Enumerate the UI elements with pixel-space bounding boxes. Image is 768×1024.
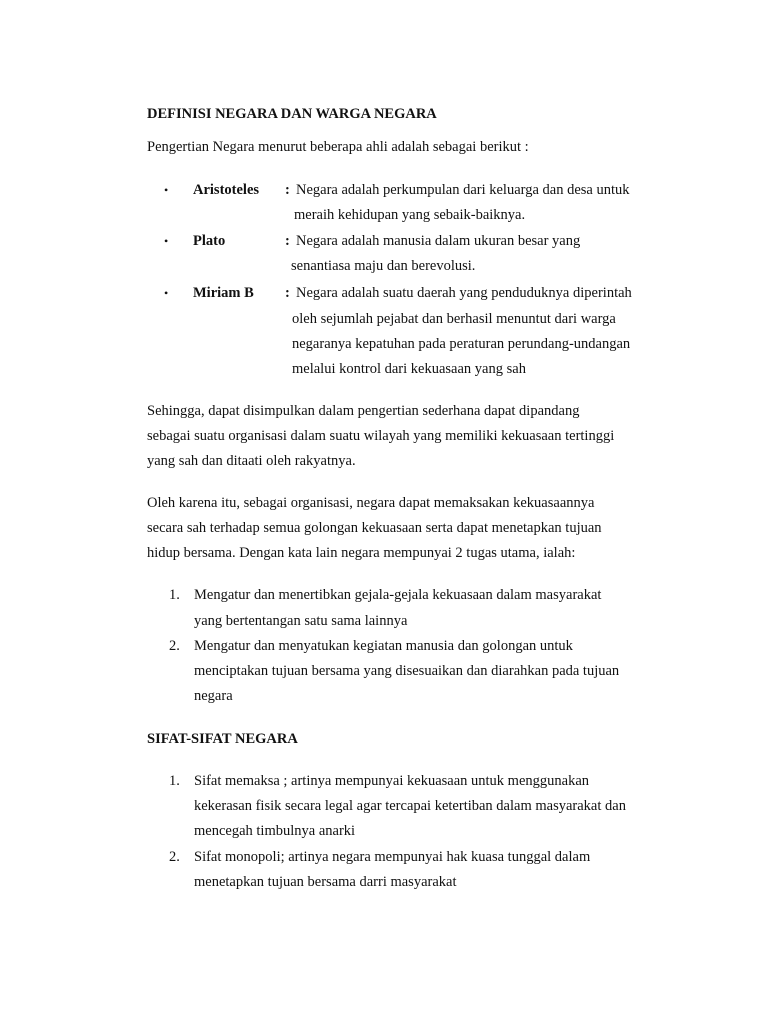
expert-name-miriam-b: Miriam B: [193, 285, 254, 301]
list-item-line: menetapkan tujuan bersama darri masyarakat: [194, 874, 457, 890]
paragraph-line: secara sah terhadap semua golongan kekuasaan serta dapat menetapkan tujuan: [147, 520, 602, 536]
bullet-icon: •: [164, 286, 169, 300]
paragraph-line: Sehingga, dapat disimpulkan dalam pengertian sederhana dapat dipandang: [147, 403, 580, 419]
list-item-line: menciptakan tujuan bersama yang disesuaikan dan diarahkan pada tujuan: [194, 663, 620, 679]
paragraph-line: Oleh karena itu, sebagai organisasi, negara dapat memaksakan kekuasaannya: [147, 495, 595, 511]
expert-definition-line: melalui kontrol dari kekuasaan yang sah: [292, 361, 526, 377]
intro-text: Pengertian Negara menurut beberapa ahli adalah sebagai berikut :: [147, 139, 529, 155]
list-number: 2.: [169, 638, 180, 654]
paragraph-line: hidup bersama. Dengan kata lain negara mempunyai 2 tugas utama, ialah:: [147, 545, 576, 561]
bullet-icon: •: [164, 234, 169, 248]
list-number: 1.: [169, 773, 180, 789]
list-item-line: mencegah timbulnya anarki: [194, 823, 356, 839]
list-item-line: Sifat memaksa ; artinya mempunyai kekuasaan untuk menggunakan: [194, 773, 590, 789]
paragraph-line: sebagai suatu organisasi dalam suatu wilayah yang memiliki kekuasaan tertinggi: [147, 428, 615, 444]
expert-separator: :: [285, 285, 290, 301]
expert-name-plato: Plato: [193, 233, 226, 249]
section-heading: SIFAT-SIFAT NEGARA: [147, 731, 298, 747]
expert-definition-line: oleh sejumlah pejabat dan berhasil menuntut dari warga: [292, 311, 616, 327]
expert-separator: :: [285, 233, 290, 249]
expert-definition-line: senantiasa maju dan berevolusi.: [291, 258, 476, 274]
list-item-line: yang bertentangan satu sama lainnya: [194, 613, 408, 629]
expert-separator: :: [285, 182, 290, 198]
expert-definition-line: Negara adalah perkumpulan dari keluarga dan desa untuk: [296, 182, 630, 198]
document-title: DEFINISI NEGARA DAN WARGA NEGARA: [147, 106, 437, 122]
list-number: 1.: [169, 587, 180, 603]
paragraph-line: yang sah dan ditaati oleh rakyatnya.: [147, 453, 356, 469]
list-item-line: kekerasan fisik secara legal agar tercapai ketertiban dalam masyarakat dan: [194, 798, 626, 814]
list-number: 2.: [169, 849, 180, 865]
expert-name-aristoteles: Aristoteles: [193, 182, 260, 198]
list-item-line: Mengatur dan menyatukan kegiatan manusia dan golongan untuk: [194, 638, 573, 654]
list-item-line: Mengatur dan menertibkan gejala-gejala kekuasaan dalam masyarakat: [194, 587, 602, 603]
list-item-line: Sifat monopoli; artinya negara mempunyai hak kuasa tunggal dalam: [194, 849, 591, 865]
list-item-line: negara: [194, 688, 233, 704]
expert-definition-line: Negara adalah suatu daerah yang penduduknya diperintah: [296, 285, 632, 301]
bullet-icon: •: [164, 183, 169, 197]
expert-definition-line: negaranya kepatuhan pada peraturan perundang-undangan: [292, 336, 631, 352]
expert-definition-line: meraih kehidupan yang sebaik-baiknya.: [294, 207, 526, 223]
expert-definition-line: Negara adalah manusia dalam ukuran besar yang: [296, 233, 581, 249]
